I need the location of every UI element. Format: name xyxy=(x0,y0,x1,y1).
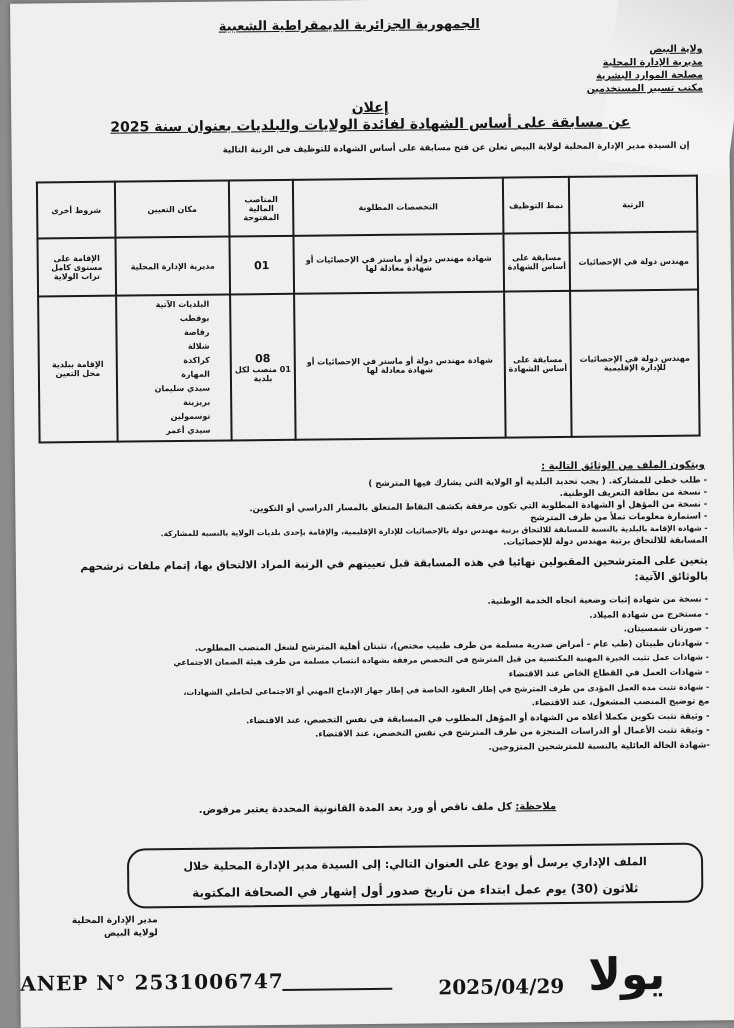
list-item: مع توضيح المنصب المشغول، عند الاقتضاء. xyxy=(531,696,710,709)
list-item: - صورتان شمسيتان. xyxy=(623,623,709,635)
spec-cell: شهادة مهندس دولة أو ماستر في الإحصائيات أو شهادة معادلة لها xyxy=(293,234,504,294)
table-header: نمط التوظيف xyxy=(503,177,570,234)
divider xyxy=(282,988,392,991)
posts-cell xyxy=(230,294,296,441)
list-item: - مستخرج من شهادة الميلاد. xyxy=(589,609,709,621)
signature-line: لولاية البيض xyxy=(103,928,158,939)
table-header: الرتبة xyxy=(569,176,698,233)
announcement-title: عن مسابقة على أساس الشهادة لفائدة الولايات والبلديات بعنوان سنة 2025 xyxy=(110,114,631,136)
posts-cell: 01 xyxy=(229,236,294,295)
admin-line: مكتب تسيير المستخدمين xyxy=(586,82,703,95)
publication-date: 2025/04/29 xyxy=(438,974,565,1000)
admin-header xyxy=(482,43,703,97)
announcement-intro: إن السيدة مدير الإدارة المحلية لولاية البيض تعلن عن فتح مسابقة على أساس الشهادة للتوظيف في الرتبة التالية xyxy=(222,140,690,156)
table-header: المناصب المالية المفتوحة xyxy=(229,180,294,237)
anep-number: ANEP N° 2531006747 xyxy=(20,968,284,996)
admin-line: مصلحة الموارد البشرية xyxy=(596,69,703,82)
municipality-item: بوقطب xyxy=(179,313,210,323)
announcement-label: إعلان xyxy=(351,99,389,117)
address-line: ثلاثون (30) يوم عمل ابتداء من تاريخ صدور أول إشهار في الصحافة المكتوبة xyxy=(192,881,639,900)
table-header: مكان التعيين xyxy=(115,180,230,237)
list-item: - شهادات عمل تثبت الخبرة المهنية المكتسبة من قبل المترشح في التخصص مرفقة بشهادة انتساب مسلمة من طرف هيئة الضمان الاجتماعي xyxy=(173,652,709,668)
list-item: - وثيقة تثبت الأعمال أو الدراسات المنجزة من طرف المترشح في نفس التخصص، عند الاقتضاء. xyxy=(315,725,710,740)
documents-heading: ويتكون الملف من الوثائق التالية : xyxy=(541,459,705,473)
rank-cell: مهندس دولة في الإحصائيات للإدارة الإقليمية xyxy=(570,290,700,437)
municipality-item: كراكدة xyxy=(183,355,210,365)
list-item: - نسخة من شهادة إثبات وضعية اتجاه الخدمة الوطنية. xyxy=(487,594,709,607)
spec-cell: شهادة مهندس دولة أو ماستر في الإحصائيات أو شهادة معادلة لها xyxy=(294,292,506,440)
municipality-item: سيدي سليمان xyxy=(154,383,211,394)
rank-cell: مهندس دولة في الإحصائيات xyxy=(569,232,698,291)
address-box xyxy=(127,843,704,909)
mode-cell: مسابقة على أساس الشهادة xyxy=(503,233,570,292)
posts-count: 08 xyxy=(255,351,271,365)
republic-header: الجمهورية الجزائرية الديمقراطية الشعبية xyxy=(218,16,480,35)
list-item: - طلب خطي للمشاركة. ( يجب تحديد البلدية أو الولاية التي يشارك فيها المترشح ) xyxy=(368,475,708,490)
admin-line: ولاية البيض xyxy=(649,43,703,56)
final-documents-list xyxy=(38,592,710,760)
other-cell: الإقامة ببلدية محل التعين xyxy=(38,296,118,443)
posts-note: 01 منصب لكل بلدية xyxy=(234,364,291,383)
signature-block xyxy=(38,914,158,941)
municipality-item: شلالة xyxy=(187,341,210,351)
municipalities-title: البلديات الآتية xyxy=(155,299,210,310)
note-text: كل ملف ناقص أو ورد بعد المدة القانونية المحددة يعتبر مرفوض. xyxy=(198,801,512,816)
table-header: شروط أخرى xyxy=(37,182,116,239)
signature-line: مدير الإدارة المحلية xyxy=(71,915,158,927)
place-cell: مديرية الإدارة المحلية xyxy=(115,236,230,295)
positions-table xyxy=(36,175,701,444)
admin-line: مديرية الإدارة المحلية xyxy=(602,56,703,69)
mode-cell: مسابقة على أساس الشهادة xyxy=(504,291,572,438)
note-label: ملاحظة: xyxy=(515,801,557,813)
list-item: -شهادة الحالة العائلية بالنسبة للمترشحين المتزوجين. xyxy=(488,740,710,753)
table-header: التخصصات المطلوبة xyxy=(293,178,504,236)
note xyxy=(78,800,676,817)
newspaper-logo: يولا xyxy=(587,948,666,1001)
list-item: - شهادات العمل في القطاع الخاص عند الاقتضاء xyxy=(508,667,710,680)
list-item: - استمارة معلومات تملأ من طرف المترشح xyxy=(530,511,708,524)
list-item: - شهادة الإقامة بالبلدية بالنسبة للمسابقة للالتحاق برتبة مهندس دولة بالإحصائيات للإدارة الإقليمية، والإقامة بإحدى بلديات الولاية بالنسبة للمشاركة. xyxy=(160,523,708,539)
municipalities-cell xyxy=(116,294,232,441)
table-header-row xyxy=(37,176,698,239)
municipality-item: بريزينة xyxy=(183,397,211,407)
municipality-item: سيدي أعمر xyxy=(166,425,211,436)
table-row xyxy=(37,232,698,297)
list-item: المسابقة للالتحاق برتبة مهندس دولة للإحصائيات. xyxy=(503,535,708,548)
list-item: - نسخة من المؤهل أو الشهادة المطلوبة التي تكون مرفقة بكشف النقاط المتعلق بالمسار الدراسي أو التكوين. xyxy=(249,499,708,515)
municipality-item: توسمولين xyxy=(170,411,211,422)
document-page xyxy=(10,0,734,1028)
final-docs-intro: يتعين على المترشحين المقبولين نهائيا في هذه المسابقة قبل تعيينهم في الرتبة المراد الالتحاق بها، إتمام ملفات ترشحهم بالوثائق الآتية: xyxy=(80,554,709,584)
list-item: - شهادة تثبت مدة العمل المؤدى من طرف المترشح في إطار العقود الخاصة في إطار جهاز الإدماج المهني أو الاجتماعي لحاملي الشهادات، xyxy=(183,682,710,697)
municipality-item: رقاصة xyxy=(183,327,210,337)
list-item: - وثيقة تثبت تكوين مكملا أعلاه من الشهادة أو المؤهل المطلوب في المسابقة في نفس التخصص، عند الاقتضاء. xyxy=(246,711,710,727)
list-item: - شهادتان طبيتان (طب عام - أمراض صدرية مسلمة من طرف طبيب مختص)، تثبتان أهلية المترشح لشغل المنصب المطلوب. xyxy=(194,638,709,654)
documents-list xyxy=(37,474,708,553)
table-row xyxy=(38,290,699,443)
municipality-item: المهارة xyxy=(181,369,210,379)
address-line: الملف الإداري يرسل أو يودع على العنوان التالي: إلى السيدة مدير الإدارة المحلية خلال xyxy=(183,855,647,873)
list-item: - نسخة من بطاقة التعريف الوطنية. xyxy=(559,487,708,500)
other-cell: الإقامة على مستوى كامل تراب الولاية xyxy=(37,238,116,297)
